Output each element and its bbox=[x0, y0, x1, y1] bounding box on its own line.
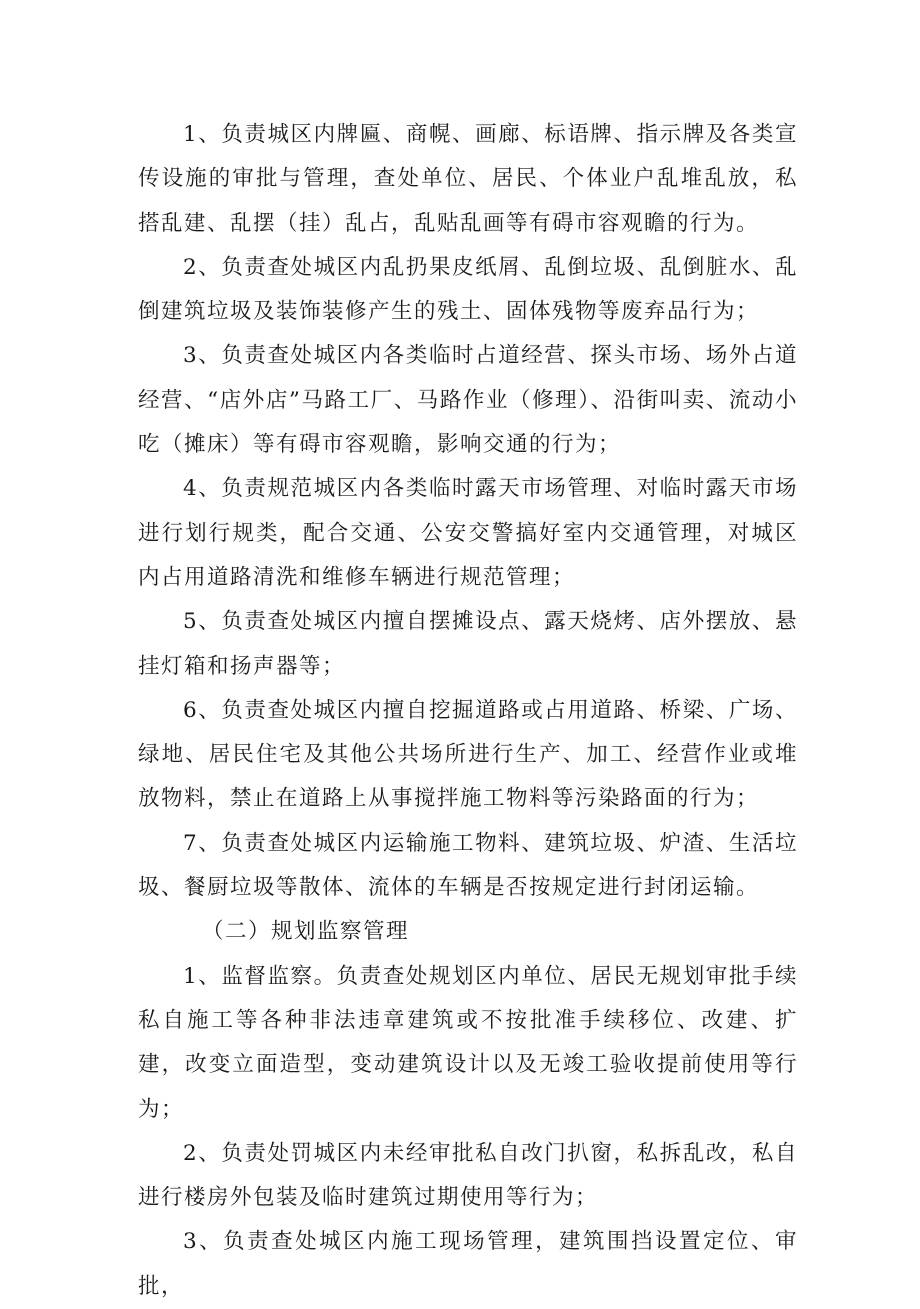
paragraph-2: 2、负责查处城区内乱扔果皮纸屑、乱倒垃圾、乱倒脏水、乱倒建筑垃圾及装饰装修产生的残土、固体残物等废弃品行为； bbox=[138, 254, 798, 325]
paragraph-3: 3、负责查处城区内各类临时占道经营、探头市场、场外占道经营、“店外店”马路工厂、马路作业（修理）、沿街叫卖、流动小吃（摊床）等有碍市容观瞻，影响交通的行为； bbox=[138, 343, 798, 458]
section-paragraph-3: 3、负责查处城区内施工现场管理，建筑围挡设置定位、审批， bbox=[138, 1229, 798, 1299]
paragraph-5: 5、负责查处城区内擅自摆摊设点、露天烧烤、店外摆放、悬挂灯箱和扬声器等； bbox=[138, 609, 798, 679]
section-paragraph-1: 1、监督监察。负责查处规划区内单位、居民无规划审批手续私自施工等各种非法违章建筑或不按批准手续移位、改建、扩建，改变立面造型，变动建筑设计以及无竣工验收提前使用等行为； bbox=[138, 963, 798, 1122]
paragraph-7: 7、负责查处城区内运输施工物料、建筑垃圾、炉渣、生活垃圾、餐厨垃圾等散体、流体的车辆是否按规定进行封闭运输。 bbox=[138, 830, 798, 901]
paragraph-1: 1、负责城区内牌匾、商幌、画廊、标语牌、指示牌及各类宣传设施的审批与管理，查处单位、居民、个体业户乱堆乱放，私搭乱建、乱摆（挂）乱占，乱贴乱画等有碍市容观瞻的行为。 bbox=[138, 122, 798, 236]
section-heading: （二）规划监察管理 bbox=[202, 919, 410, 945]
paragraph-6: 6、负责查处城区内擅自挖掘道路或占用道路、桥梁、广场、绿地、居民住宅及其他公共场所进行生产、加工、经营作业或堆放物料，禁止在道路上从事搅拌施工物料等污染路面的行为； bbox=[138, 697, 798, 812]
section-paragraph-2: 2、负责处罚城区内未经审批私自改门扒窗，私拆乱改，私自进行楼房外包装及临时建筑过期使用等行为； bbox=[138, 1140, 798, 1211]
document-body bbox=[138, 113, 798, 1309]
paragraph-4: 4、负责规范城区内各类临时露天市场管理、对临时露天市场进行划行规类，配合交通、公安交警搞好室内交通管理，对城区内占用道路清洗和维修车辆进行规范管理； bbox=[138, 476, 798, 590]
